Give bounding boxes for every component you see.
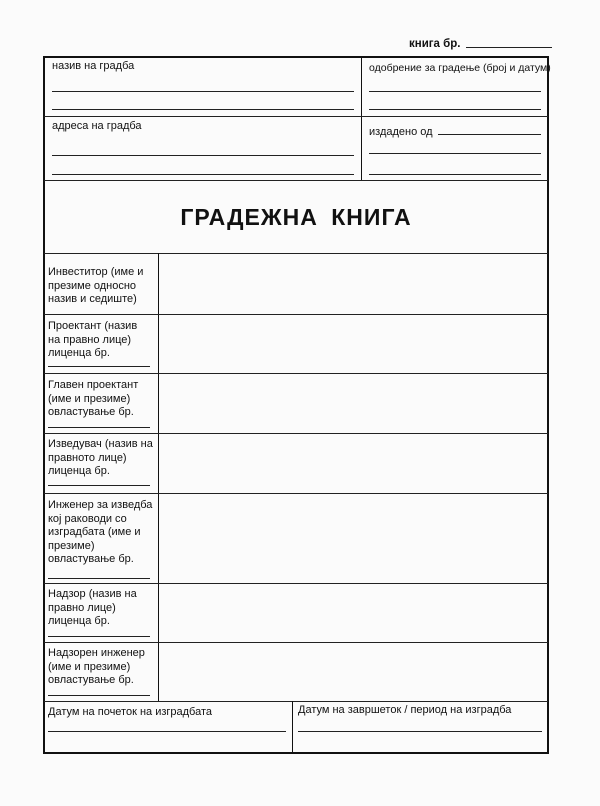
construction-address-label: адреса на градба xyxy=(52,120,142,132)
site-engineer-label: Инженер за изведба кој раководи со изградбата (име и презиме) овластување бр. xyxy=(48,499,153,565)
title-bottom-divider xyxy=(44,253,548,254)
table-vertical-divider xyxy=(158,253,159,701)
row-divider xyxy=(44,314,548,315)
lead-designer-field[interactable] xyxy=(160,375,547,432)
investor-field[interactable] xyxy=(160,255,547,313)
row-divider xyxy=(44,433,548,434)
permit-label: одобрение за градење (број и датум) xyxy=(369,62,551,74)
construction-name-label: назив на градба xyxy=(52,60,135,72)
lead-designer-authorization-line[interactable] xyxy=(48,427,150,428)
site-engineer-field[interactable] xyxy=(160,495,547,582)
start-date-label: Датум на почеток на изградбата xyxy=(48,706,213,718)
row-divider xyxy=(44,583,548,584)
site-engineer-authorization-line[interactable] xyxy=(48,578,150,579)
page-title: ГРАДЕЖНА КНИГА xyxy=(180,204,412,230)
supervision-license-line[interactable] xyxy=(48,636,150,637)
issued-by-line-2[interactable] xyxy=(369,153,541,154)
issued-by-line-1[interactable] xyxy=(438,134,541,135)
issued-by-label: издадено од xyxy=(369,126,433,138)
start-date-line[interactable] xyxy=(48,731,286,732)
contractor-field[interactable] xyxy=(160,435,547,492)
investor-label: Инвеститор (име и презиме односно назив и седиште) xyxy=(48,266,144,305)
supervising-engineer-label: Надзорен инженер (име и презиме) овластување бр. xyxy=(48,647,145,686)
issued-by-line-3[interactable] xyxy=(369,174,541,175)
designer-field[interactable] xyxy=(160,316,547,372)
top-horizontal-divider xyxy=(44,116,548,117)
supervising-engineer-authorization-line[interactable] xyxy=(48,695,150,696)
row-divider xyxy=(44,642,548,643)
permit-line-2[interactable] xyxy=(369,109,541,110)
construction-address-line-2[interactable] xyxy=(52,174,354,175)
supervising-engineer-field[interactable] xyxy=(160,644,547,700)
book-number-field[interactable] xyxy=(466,47,552,48)
designer-label: Проектант (назив на правно лице) лиценца бр. xyxy=(48,320,138,359)
construction-name-line-1[interactable] xyxy=(52,91,354,92)
book-number-label: книга бр. xyxy=(409,38,461,50)
construction-address-line-1[interactable] xyxy=(52,155,354,156)
top-vertical-divider xyxy=(361,56,362,180)
supervision-field[interactable] xyxy=(160,585,547,641)
designer-license-line[interactable] xyxy=(48,366,150,367)
contractor-license-line[interactable] xyxy=(48,485,150,486)
top-section-bottom xyxy=(44,180,548,181)
permit-line-1[interactable] xyxy=(369,91,541,92)
row-divider-bottom xyxy=(44,701,548,702)
bottom-vertical-divider xyxy=(292,701,293,754)
row-divider xyxy=(44,373,548,374)
construction-name-line-2[interactable] xyxy=(52,109,354,110)
supervision-label: Надзор (назив на правно лице) лиценца бр. xyxy=(48,588,137,627)
row-divider xyxy=(44,493,548,494)
end-date-line[interactable] xyxy=(298,731,542,732)
contractor-label: Изведувач (назив на правното лице) лиценца бр. xyxy=(48,438,153,477)
end-date-label: Датум на завршеток / период на изградба xyxy=(298,704,512,716)
lead-designer-label: Главен проектант (име и презиме) овластување бр. xyxy=(48,379,139,418)
